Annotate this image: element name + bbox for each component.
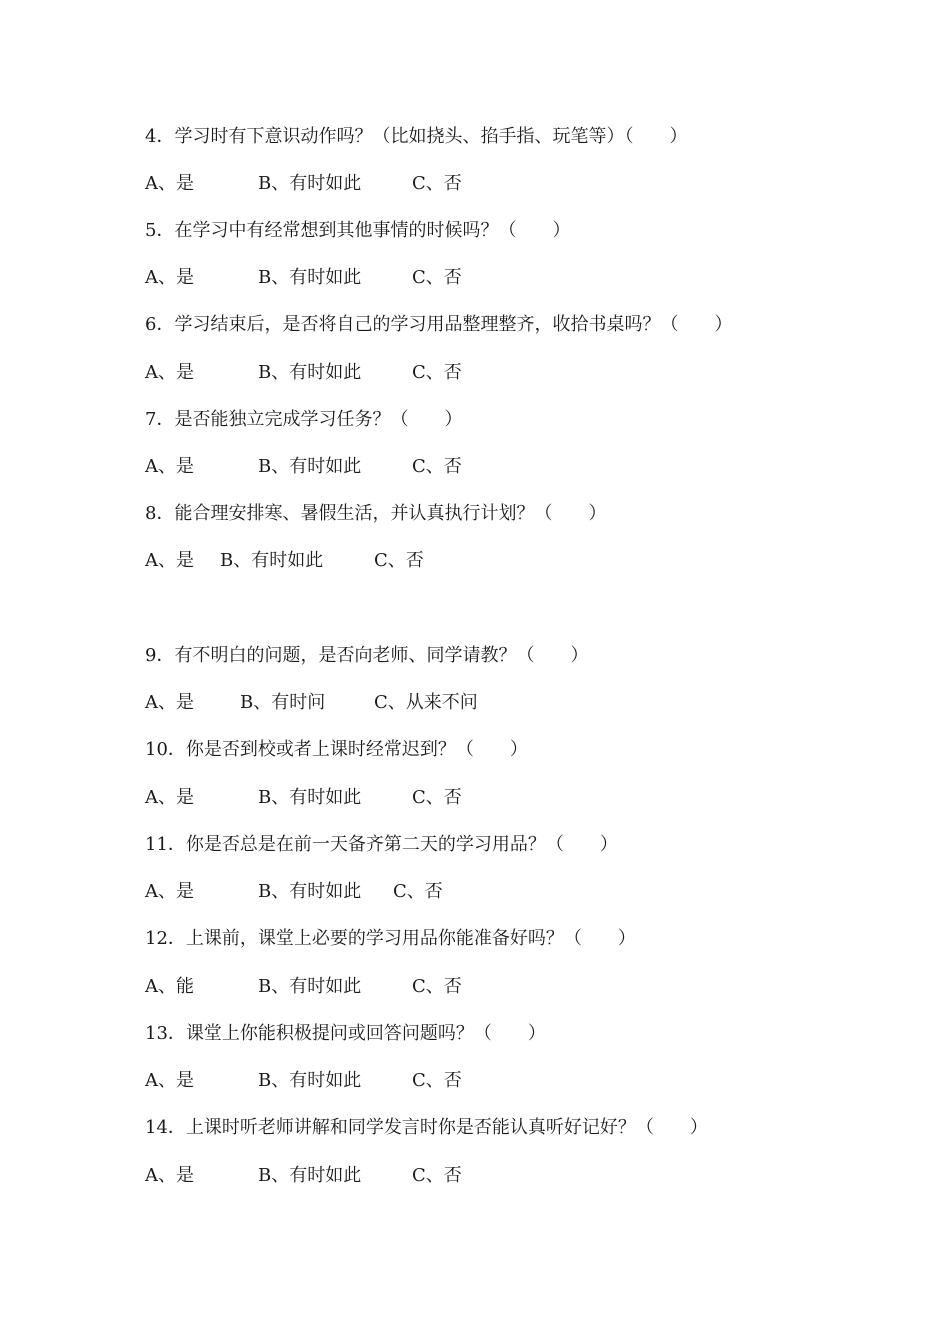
question-4-option-b: B、有时如此 (258, 173, 362, 194)
question-14-option-a: A、是 (145, 1165, 194, 1186)
question-9-option-a: A、是 (145, 692, 194, 713)
question-9: 9．有不明白的问题，是否向老师、同学请教？（ ） (145, 645, 589, 666)
question-5-option-b: B、有时如此 (258, 267, 362, 288)
question-14: 14．上课时听老师讲解和同学发言时你是否能认真听好记好？（ ） (145, 1117, 708, 1138)
question-7-option-a: A、是 (145, 456, 194, 477)
question-12: 12．上课前，课堂上必要的学习用品你能准备好吗？（ ） (145, 928, 636, 949)
question-14-option-c: C、否 (412, 1165, 462, 1186)
question-7-option-b: B、有时如此 (258, 456, 362, 477)
question-12-option-b: B、有时如此 (258, 976, 362, 997)
question-10-option-c: C、否 (412, 787, 462, 808)
question-8-option-c: C、否 (374, 550, 424, 571)
question-13-option-b: B、有时如此 (258, 1070, 362, 1091)
question-13: 13．课堂上你能积极提问或回答问题吗？（ ） (145, 1023, 546, 1044)
question-8: 8．能合理安排寒、暑假生活，并认真执行计划？（ ） (145, 503, 607, 524)
question-12-option-a: A、能 (145, 976, 194, 997)
question-5-option-a: A、是 (145, 267, 194, 288)
question-4: 4．学习时有下意识动作吗？（比如挠头、掐手指、玩笔等）（ ） (145, 126, 688, 147)
question-4-option-a: A、是 (145, 173, 194, 194)
question-5: 5．在学习中有经常想到其他事情的时候吗？（ ） (145, 220, 571, 241)
question-6: 6．学习结束后，是否将自己的学习用品整理整齐，收拾书桌吗？（ ） (145, 314, 733, 335)
question-12-option-c: C、否 (412, 976, 462, 997)
question-11-option-a: A、是 (145, 881, 194, 902)
question-10-option-b: B、有时如此 (258, 787, 362, 808)
question-11-option-b: B、有时如此 (258, 881, 362, 902)
question-4-option-c: C、否 (412, 173, 462, 194)
question-7: 7．是否能独立完成学习任务？（ ） (145, 409, 463, 430)
question-6-option-a: A、是 (145, 362, 194, 383)
question-11: 11．你是否总是在前一天备齐第二天的学习用品？（ ） (145, 834, 618, 855)
question-10: 10．你是否到校或者上课时经常迟到？（ ） (145, 739, 528, 760)
question-5-option-c: C、否 (412, 267, 462, 288)
question-13-option-c: C、否 (412, 1070, 462, 1091)
question-10-option-a: A、是 (145, 787, 194, 808)
question-8-option-b: B、有时如此 (220, 550, 324, 571)
question-8-option-a: A、是 (145, 550, 194, 571)
question-6-option-c: C、否 (412, 362, 462, 383)
question-14-option-b: B、有时如此 (258, 1165, 362, 1186)
question-13-option-a: A、是 (145, 1070, 194, 1091)
question-6-option-b: B、有时如此 (258, 362, 362, 383)
question-11-option-c: C、否 (393, 881, 443, 902)
question-9-option-b: B、有时问 (240, 692, 326, 713)
question-9-option-c: C、从来不问 (374, 692, 478, 713)
question-7-option-c: C、否 (412, 456, 462, 477)
